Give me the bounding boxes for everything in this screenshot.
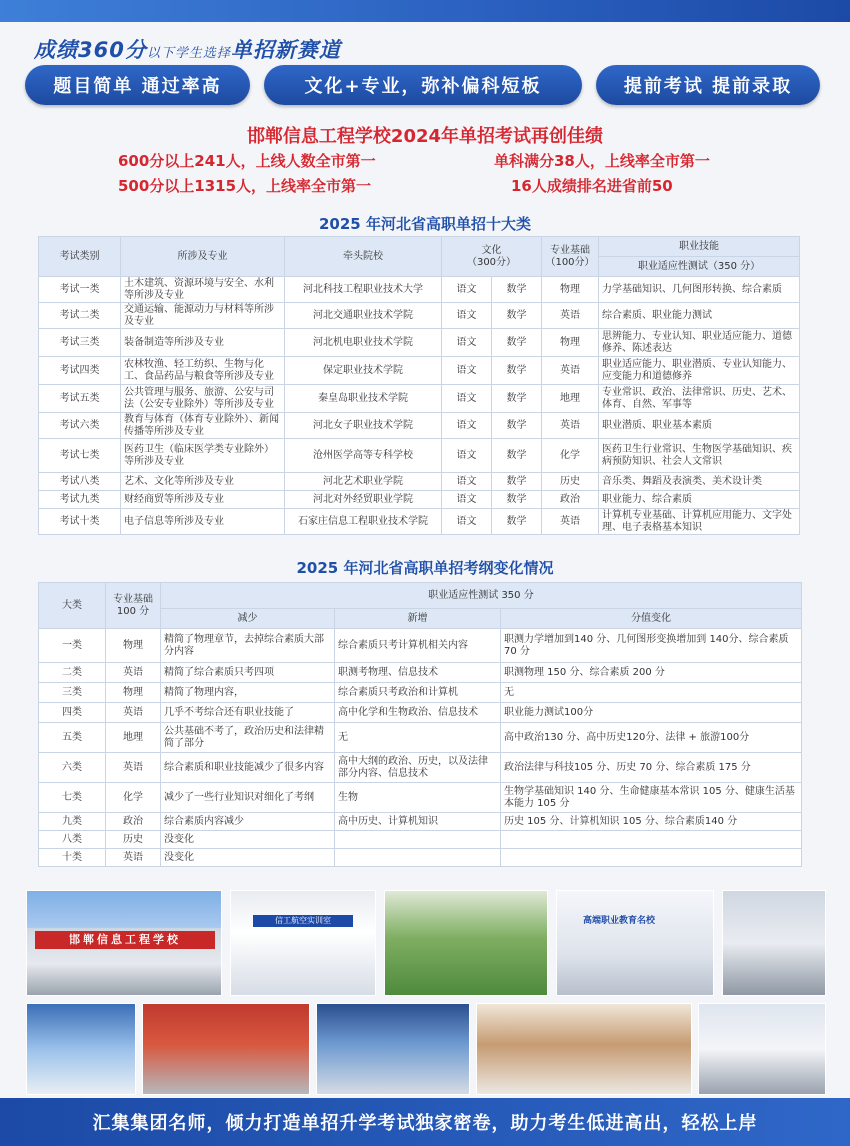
th2-skill: 职业适应性测试 350 分 <box>161 583 802 609</box>
table-cell: 十类 <box>39 849 106 867</box>
headline-small: 以下学生选择 <box>146 46 231 61</box>
table-cell: 英语 <box>542 303 599 329</box>
th2-category: 大类 <box>39 583 106 629</box>
table-cell: 语文 <box>442 413 492 439</box>
photo-garden <box>384 890 548 996</box>
table-cell: 语文 <box>442 509 492 535</box>
table-cell: 河北交通职业技术学院 <box>285 303 442 329</box>
table-cell: 八类 <box>39 831 106 849</box>
building-sign: 邯郸信息工程学校 <box>35 931 215 949</box>
table-cell: 秦皇岛职业技术学院 <box>285 385 442 413</box>
table-cell: 精简了物理章节，去掉综合素质大部分内容 <box>161 629 335 663</box>
headline-score: 成绩360分 <box>34 38 147 62</box>
table-cell: 语文 <box>442 491 492 509</box>
table-cell: 沧州医学高等专科学校 <box>285 439 442 473</box>
table-cell: 数学 <box>492 357 542 385</box>
th-skill-sub: 职业适应性测试（350 分） <box>599 257 800 277</box>
table-cell: 计算机专业基础、计算机应用能力、文字处理、电子表格基本知识 <box>599 509 800 535</box>
table-cell: 土木建筑、资源环境与安全、水利等所涉及专业 <box>121 277 285 303</box>
photo-dining-hall <box>698 1003 826 1095</box>
table-cell: 综合素质内容减少 <box>161 813 335 831</box>
table-cell: 四类 <box>39 703 106 723</box>
table-row <box>39 703 802 723</box>
table-cell: 公共基础不考了，政治历史和法律精简了部分 <box>161 723 335 753</box>
table-row <box>39 783 802 813</box>
table-row <box>39 277 800 303</box>
table-cell: 英语 <box>106 753 161 783</box>
table-cell: 职业适应能力、职业潜质、专业认知能力、应变能力和道德修养 <box>599 357 800 385</box>
table-row <box>39 385 800 413</box>
table-cell: 综合素质、职业能力测试 <box>599 303 800 329</box>
table-cell: 政治法律与科技105 分、历史 70 分、综合素质 175 分 <box>501 753 802 783</box>
table-row <box>39 303 800 329</box>
th2-reduce: 减少 <box>161 609 335 629</box>
photo-library <box>476 1003 692 1095</box>
table-cell: 职测力学增加到140 分、几何图形变换增加到 140分、综合素质 70 分 <box>501 629 802 663</box>
table-cell: 综合素质和职业技能减少了很多内容 <box>161 753 335 783</box>
table-cell: 高中大纲的政治、历史，以及法律部分内容、信息技术 <box>335 753 501 783</box>
table-cell: 生物学基础知识 140 分、生命健康基本常识 105 分、健康生活基本能力 105 分 <box>501 783 802 813</box>
table-cell: 英语 <box>106 663 161 683</box>
highlight-4: 16人成绩排名进省前50 <box>511 177 673 195</box>
photo-campus-building <box>26 890 222 996</box>
table-cell: 地理 <box>106 723 161 753</box>
table-cell: 地理 <box>542 385 599 413</box>
table-cell: 数学 <box>492 509 542 535</box>
highlight-3: 500分以上1315人，上线率全市第一 <box>118 177 372 195</box>
table-cell: 物理 <box>106 629 161 663</box>
table-cell: 英语 <box>542 509 599 535</box>
pill-simple: 题目简单 通过率高 <box>25 65 250 105</box>
table-cell: 政治 <box>106 813 161 831</box>
table-row <box>39 329 800 357</box>
table-row <box>39 813 802 831</box>
table-cell: 财经商贸等所涉及专业 <box>121 491 285 509</box>
table-cell: 教育与体育（体育专业除外）、新闻传播等所涉及专业 <box>121 413 285 439</box>
table-row <box>39 357 800 385</box>
table-cell: 语文 <box>442 357 492 385</box>
headline <box>34 34 341 64</box>
table-cell: 考试五类 <box>39 385 121 413</box>
table-cell: 考试二类 <box>39 303 121 329</box>
ten-categories-table <box>38 236 800 535</box>
table-row <box>39 509 800 535</box>
table-cell: 历史 105 分、计算机知识 105 分、综合素质140 分 <box>501 813 802 831</box>
th2-base: 专业基础 100 分 <box>106 583 161 629</box>
table-cell: 语文 <box>442 329 492 357</box>
table-cell: 数学 <box>492 329 542 357</box>
table-cell: 精简了物理内容， <box>161 683 335 703</box>
photo-lobby <box>556 890 714 996</box>
table-cell: 没变化 <box>161 831 335 849</box>
table-cell: 职业能力测试100分 <box>501 703 802 723</box>
table-cell: 语文 <box>442 303 492 329</box>
table-cell: 数学 <box>492 439 542 473</box>
table-cell <box>501 849 802 867</box>
table-cell: 考试七类 <box>39 439 121 473</box>
table-cell: 公共管理与服务、旅游、公安与司法（公安专业除外）等所涉及专业 <box>121 385 285 413</box>
table-cell: 历史 <box>106 831 161 849</box>
table-cell: 政治 <box>542 491 599 509</box>
th-majors: 所涉及专业 <box>121 237 285 277</box>
table-cell: 五类 <box>39 723 106 753</box>
table-cell: 无 <box>335 723 501 753</box>
table-cell: 化学 <box>542 439 599 473</box>
syllabus-change-table <box>38 582 802 867</box>
table-row <box>39 849 802 867</box>
table-cell: 高中历史、计算机知识 <box>335 813 501 831</box>
table-cell: 数学 <box>492 413 542 439</box>
th2-add: 新增 <box>335 609 501 629</box>
table-cell <box>501 831 802 849</box>
th-skill: 职业技能 <box>599 237 800 257</box>
table-cell: 数学 <box>492 277 542 303</box>
table-row <box>39 753 802 783</box>
table-cell: 数学 <box>492 473 542 491</box>
table-cell: 英语 <box>106 849 161 867</box>
table-cell: 考试四类 <box>39 357 121 385</box>
highlights-title: 邯郸信息工程学校2024年单招考试再创佳绩 <box>246 126 604 147</box>
table-cell: 生物 <box>335 783 501 813</box>
photo-classroom <box>316 1003 470 1095</box>
lobby-sign: 高端职业教育名校 <box>583 916 656 926</box>
photo-aviation-lab <box>230 890 376 996</box>
table-cell <box>335 831 501 849</box>
table-row <box>39 723 802 753</box>
table-cell: 数学 <box>492 303 542 329</box>
table-cell: 英语 <box>542 357 599 385</box>
highlight-1: 600分以上241人，上线人数全市第一 <box>118 152 376 170</box>
table-cell: 考试十类 <box>39 509 121 535</box>
th-category: 考试类别 <box>39 237 121 277</box>
headline-tail: 单招新赛道 <box>230 38 341 62</box>
table-cell: 职业能力、综合素质 <box>599 491 800 509</box>
table-cell: 二类 <box>39 663 106 683</box>
table-row <box>39 831 802 849</box>
table-cell: 一类 <box>39 629 106 663</box>
table-cell: 语文 <box>442 439 492 473</box>
table-cell: 数学 <box>492 491 542 509</box>
table-cell: 医药卫生行业常识、生物医学基础知识、疾病预防知识、社会人文常识 <box>599 439 800 473</box>
table-cell: 职测物理 150 分、综合素质 200 分 <box>501 663 802 683</box>
th-lead: 牵头院校 <box>285 237 442 277</box>
table-cell: 物理 <box>542 277 599 303</box>
table-cell <box>335 849 501 867</box>
table-row <box>39 491 800 509</box>
table-cell: 高中化学和生物政治、信息技术 <box>335 703 501 723</box>
table-cell: 考试三类 <box>39 329 121 357</box>
table-cell: 六类 <box>39 753 106 783</box>
table-cell: 装备制造等所涉及专业 <box>121 329 285 357</box>
table-cell: 物理 <box>542 329 599 357</box>
th2-change: 分值变化 <box>501 609 802 629</box>
top-banner <box>0 0 850 22</box>
table-cell: 历史 <box>542 473 599 491</box>
table-cell: 没变化 <box>161 849 335 867</box>
table-cell: 英语 <box>542 413 599 439</box>
table-cell: 农林牧渔、轻工纺织、生物与化工、食品药品与粮食等所涉及专业 <box>121 357 285 385</box>
table-cell: 综合素质只考计算机相关内容 <box>335 629 501 663</box>
table-cell: 力学基础知识、几何图形转换、综合素质 <box>599 277 800 303</box>
table-cell: 三类 <box>39 683 106 703</box>
table-row <box>39 629 802 663</box>
pill-culture: 文化+专业，弥补偏科短板 <box>264 65 582 105</box>
table-cell: 英语 <box>106 703 161 723</box>
table-cell: 物理 <box>106 683 161 703</box>
table-cell: 语文 <box>442 277 492 303</box>
table-cell: 化学 <box>106 783 161 813</box>
table-cell: 专业常识、政治、法律常识、历史、艺术、体育、自然、军事等 <box>599 385 800 413</box>
table-row <box>39 683 802 703</box>
table-cell: 减少了一些行业知识对细化了考纲 <box>161 783 335 813</box>
table-cell: 七类 <box>39 783 106 813</box>
highlight-2: 单科满分38人，上线率全市第一 <box>494 152 710 170</box>
table1-title: 2025 年河北省高职单招十大类 <box>319 215 531 233</box>
table-cell: 河北艺术职业学院 <box>285 473 442 491</box>
table2-title: 2025 年河北省高职单招考纲变化情况 <box>296 559 554 577</box>
pill-early: 提前考试 提前录取 <box>596 65 820 105</box>
table-row <box>39 473 800 491</box>
table-cell: 高中政治130 分、高中历史120分、法律 + 旅游100分 <box>501 723 802 753</box>
table-cell: 精简了综合素质只考四项 <box>161 663 335 683</box>
table-cell: 河北对外经贸职业学院 <box>285 491 442 509</box>
table-cell: 河北科技工程职业技术大学 <box>285 277 442 303</box>
table-cell: 石家庄信息工程职业技术学院 <box>285 509 442 535</box>
table-cell: 保定职业技术学院 <box>285 357 442 385</box>
table-cell: 语文 <box>442 473 492 491</box>
table-cell: 电子信息等所涉及专业 <box>121 509 285 535</box>
table-cell: 考试一类 <box>39 277 121 303</box>
photo-computer-class <box>26 1003 136 1095</box>
table-cell: 数学 <box>492 385 542 413</box>
table-cell: 考试六类 <box>39 413 121 439</box>
table-cell: 考试八类 <box>39 473 121 491</box>
table-cell: 九类 <box>39 813 106 831</box>
footer-slogan: 汇集集团名师，倾力打造单招升学考试独家密卷，助力考生低进高出，轻松上岸 <box>0 1098 850 1146</box>
table-cell: 几乎不考综合还有职业技能了 <box>161 703 335 723</box>
table-row <box>39 663 802 683</box>
th-culture: 文化 （300分） <box>442 237 542 277</box>
table-cell: 河北女子职业技术学院 <box>285 413 442 439</box>
table-cell: 音乐类、舞蹈及表演类、美术设计类 <box>599 473 800 491</box>
table-row <box>39 413 800 439</box>
table-cell: 综合素质只考政治和计算机 <box>335 683 501 703</box>
table-cell: 考试九类 <box>39 491 121 509</box>
table-cell: 无 <box>501 683 802 703</box>
th-base: 专业基础 （100分） <box>542 237 599 277</box>
photo-students-hall <box>722 890 826 996</box>
table-cell: 河北机电职业技术学院 <box>285 329 442 357</box>
table-row <box>39 439 800 473</box>
table-cell: 艺术、文化等所涉及专业 <box>121 473 285 491</box>
table-cell: 语文 <box>442 385 492 413</box>
photo-red-building <box>142 1003 310 1095</box>
aviation-sign: 信工航空实训室 <box>253 915 353 927</box>
table-cell: 医药卫生（临床医学类专业除外）等所涉及专业 <box>121 439 285 473</box>
table-cell: 交通运输、能源动力与材料等所涉及专业 <box>121 303 285 329</box>
table-cell: 职业潜质、职业基本素质 <box>599 413 800 439</box>
table-cell: 职测考物理、信息技术 <box>335 663 501 683</box>
table-cell: 思辨能力、专业认知、职业适应能力、道德修养、陈述表达 <box>599 329 800 357</box>
